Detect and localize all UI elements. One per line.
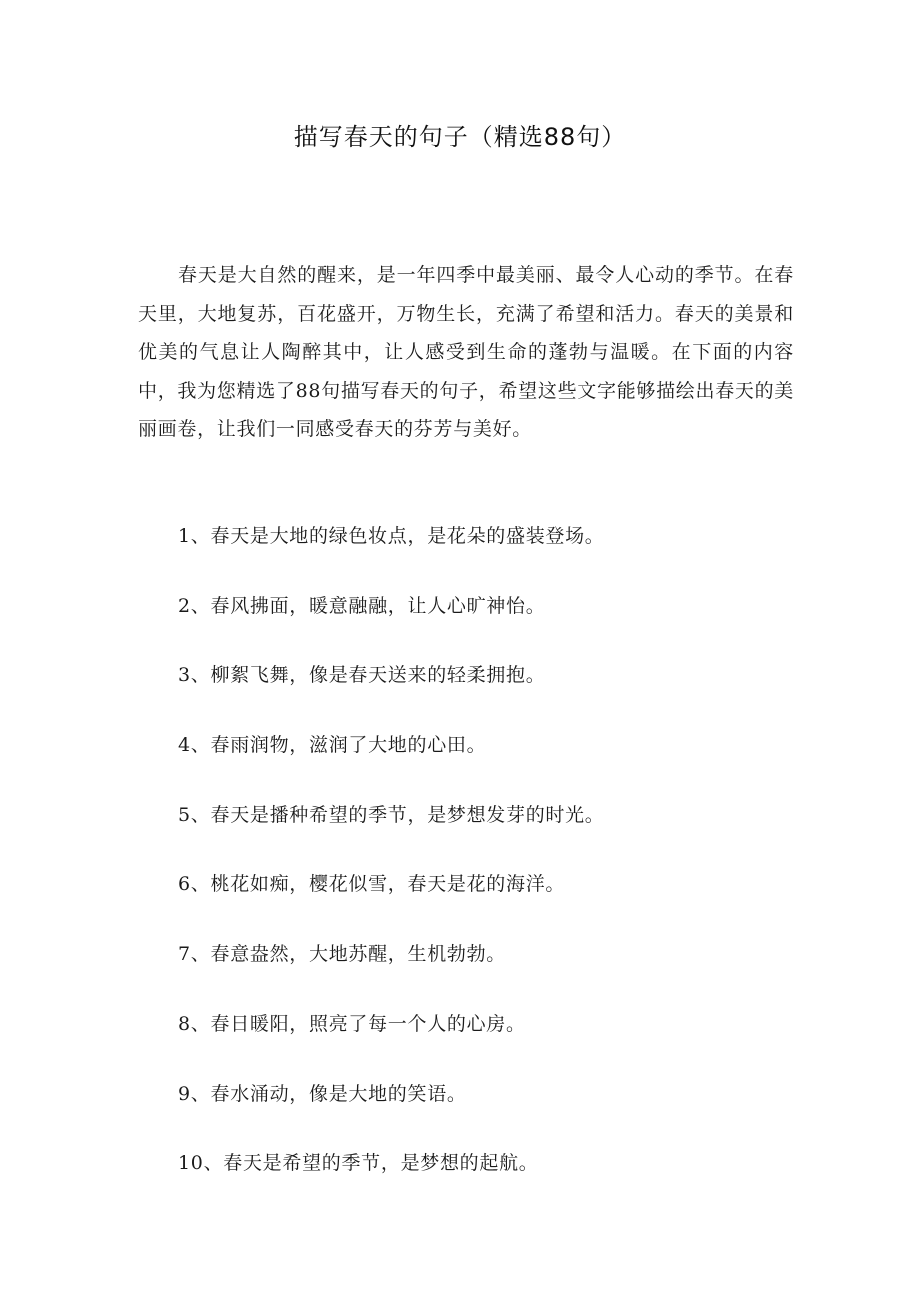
list-item: 10、春天是希望的季节，是梦想的起航。	[178, 1152, 539, 1175]
list-item: 3、柳絮飞舞，像是春天送来的轻柔拥抱。	[178, 664, 546, 687]
list-item: 9、春水涌动，像是大地的笑语。	[178, 1082, 467, 1105]
list-item: 7、春意盎然，大地苏醒，生机勃勃。	[178, 943, 506, 966]
list-item: 6、桃花如痴，樱花似雪，春天是花的海洋。	[178, 873, 566, 896]
list-item: 5、春天是播种希望的季节，是梦想发芽的时光。	[178, 803, 605, 826]
list-item: 8、春日暖阳，照亮了每一个人的心房。	[178, 1012, 526, 1035]
sentence-list	[178, 517, 798, 1214]
list-item: 4、春雨润物，滋润了大地的心田。	[178, 734, 487, 757]
list-item: 1、春天是大地的绿色妆点，是花朵的盛装登场。	[178, 525, 605, 547]
list-item: 2、春风拂面，暖意融融，让人心旷神怡。	[178, 594, 546, 617]
intro-paragraph: 春天是大自然的醒来，是一年四季中最美丽、最令人心动的季节。在春天里，大地复苏，百花盛开，万物生长，充满了希望和活力。春天的美景和优美的气息让人陶醉其中，让人感受到生命的蓬勃与温暖。在下面的内容中，我为您精选了88句描写春天的句子，希望这些文字能够描绘出春天的美丽画卷，让我们一同感受春天的芬芳与美好。	[138, 264, 794, 441]
page-title: 描写春天的句子（精选88句）	[293, 123, 627, 151]
